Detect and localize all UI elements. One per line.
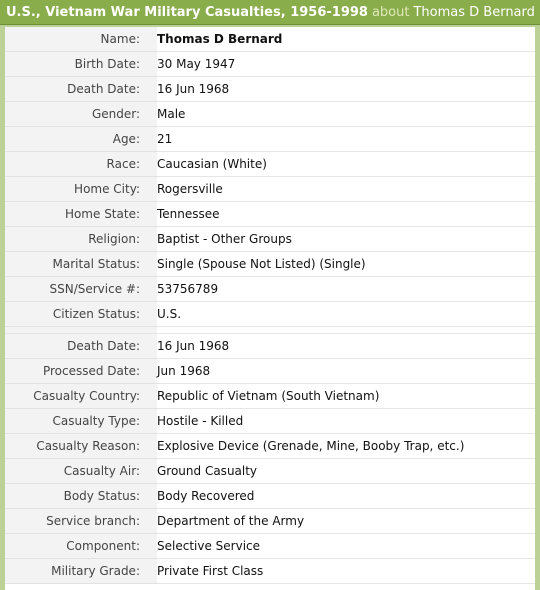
table-row [5, 127, 535, 152]
field-value: 53756789 [157, 277, 535, 302]
field-value: Male [157, 102, 535, 127]
field-label: Race: [5, 152, 157, 177]
field-label: Casualty Air: [5, 459, 157, 484]
table-row [5, 227, 535, 252]
field-value: 30 May 1947 [157, 52, 535, 77]
field-label: Processed Date: [5, 359, 157, 384]
table-row [5, 334, 535, 359]
field-label: Service branch: [5, 509, 157, 534]
record-table-container [5, 27, 535, 590]
field-label: Casualty Country: [5, 384, 157, 409]
collection-title-link[interactable]: U.S., Vietnam War Military Casualties, 1956-1998 [6, 4, 368, 20]
field-label: Body Status: [5, 484, 157, 509]
table-row [5, 202, 535, 227]
table-row [5, 559, 535, 584]
field-value: Baptist - Other Groups [157, 227, 535, 252]
table-row [5, 177, 535, 202]
about-label: about [371, 4, 410, 20]
table-row [5, 77, 535, 102]
table-row [5, 459, 535, 484]
table-row [5, 252, 535, 277]
field-label: Component: [5, 534, 157, 559]
table-row [5, 434, 535, 459]
field-value: Republic of Vietnam (South Vietnam) [157, 384, 535, 409]
field-label: Marital Status: [5, 252, 157, 277]
field-value: 16 Jun 1968 [157, 334, 535, 359]
field-value: Ground Casualty [157, 459, 535, 484]
field-label: Home City: [5, 177, 157, 202]
table-row [5, 409, 535, 434]
divider-label-cell [5, 327, 157, 334]
field-value: Single (Spouse Not Listed) (Single) [157, 252, 535, 277]
field-label: Religion: [5, 227, 157, 252]
field-label: Gender: [5, 102, 157, 127]
field-value: 16 Jun 1968 [157, 77, 535, 102]
table-row [5, 152, 535, 177]
table-row [5, 484, 535, 509]
table-row [5, 102, 535, 127]
field-value: Private First Class [157, 559, 535, 584]
table-row [5, 302, 535, 327]
person-name-link[interactable]: Thomas D Bernard [413, 4, 535, 20]
table-row [5, 534, 535, 559]
table-row [5, 509, 535, 534]
field-value: Explosive Device (Grenade, Mine, Booby Trap, etc.) [157, 434, 535, 459]
field-label: Military Grade: [5, 559, 157, 584]
divider-value-cell [157, 327, 535, 334]
field-label: Birth Date: [5, 52, 157, 77]
field-label: Casualty Reason: [5, 434, 157, 459]
table-row [5, 277, 535, 302]
field-value: U.S. [157, 302, 535, 327]
field-value: Department of the Army [157, 509, 535, 534]
field-value: 21 [157, 127, 535, 152]
record-table [5, 27, 535, 584]
field-value: Thomas D Bernard [157, 27, 535, 52]
field-label: Age: [5, 127, 157, 152]
section-divider [5, 327, 535, 334]
field-label: Home State: [5, 202, 157, 227]
table-row [5, 27, 535, 52]
field-value: Jun 1968 [157, 359, 535, 384]
field-value: Selective Service [157, 534, 535, 559]
table-row [5, 384, 535, 409]
field-label: Name: [5, 27, 157, 52]
field-label: Citizen Status: [5, 302, 157, 327]
field-value: Tennessee [157, 202, 535, 227]
field-label: SSN/Service #: [5, 277, 157, 302]
table-row [5, 52, 535, 77]
field-value: Rogersville [157, 177, 535, 202]
table-row [5, 359, 535, 384]
field-label: Death Date: [5, 77, 157, 102]
field-value: Hostile - Killed [157, 409, 535, 434]
field-label: Death Date: [5, 334, 157, 359]
field-value: Caucasian (White) [157, 152, 535, 177]
record-header [0, 0, 540, 25]
field-value: Body Recovered [157, 484, 535, 509]
field-label: Casualty Type: [5, 409, 157, 434]
